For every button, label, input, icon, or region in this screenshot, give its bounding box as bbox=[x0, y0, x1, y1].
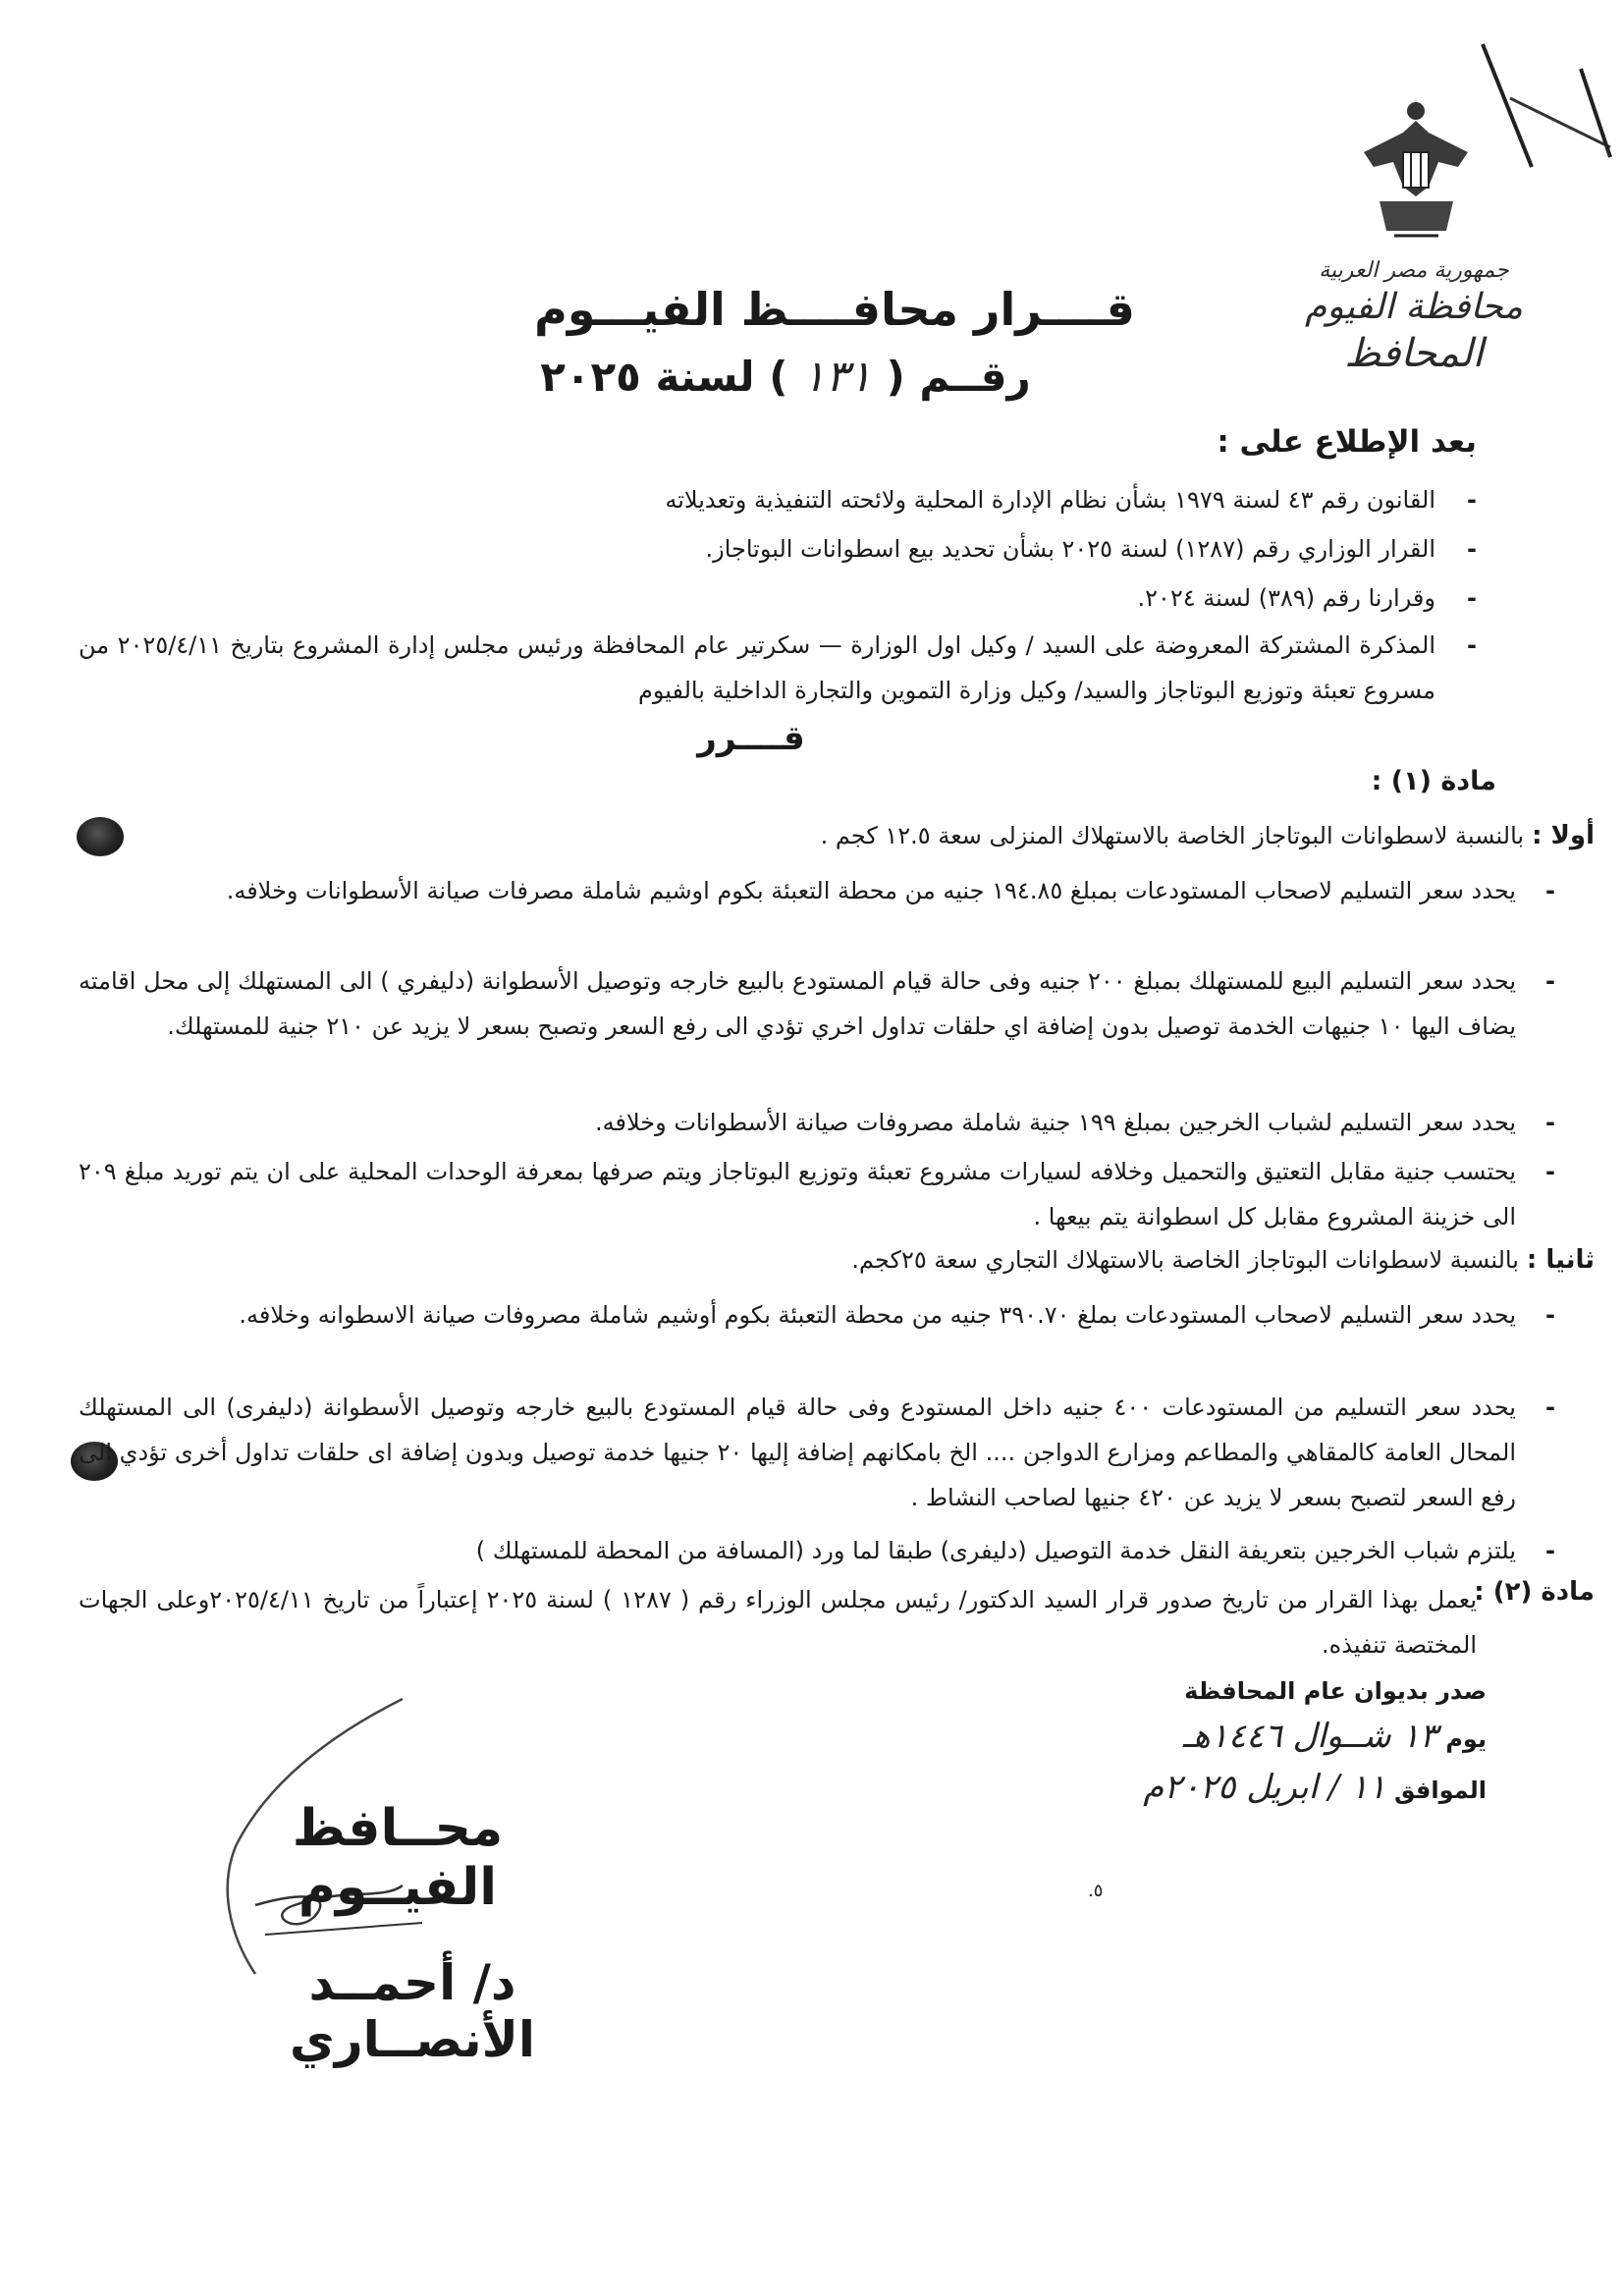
list-item: - المذكرة المشتركة المعروضة على السيد / وكيل اول الوزارة — سكرتير عام المحافظة ورئيس مجلس إدارة المشروع بتاريخ ٢٠٢٥/٤/١١ من مسروع تعبئة وتوزيع البوتاجاز والسيد/ وكيل وزارة التموين والتجارة الداخلية بالفيوم bbox=[79, 631, 1477, 704]
decision-year: ) لسنة ٢٠٢٥ bbox=[540, 353, 788, 401]
issued-day-label: يوم bbox=[1445, 1725, 1487, 1753]
article-2-heading: مادة (٢) : bbox=[1474, 1577, 1595, 1607]
decision-number-line bbox=[511, 352, 1060, 402]
issued-gregorian-date: ١١ / ابريل ٢٠٢٥م bbox=[1143, 1768, 1386, 1807]
issued-day-line bbox=[1183, 1717, 1487, 1756]
list-item: - يحدد سعر التسليم لاصحاب المستودعات بمبلغ ١٩٤.٨٥ جنيه من محطة التعبئة بكوم اوشيم شاملة مصرفات صيانة الأسطوانات وخلافه. bbox=[226, 877, 1555, 904]
article-1-heading: مادة (١) : bbox=[1371, 766, 1496, 796]
first-label: أولا : bbox=[1532, 821, 1595, 850]
issued-at: صدر بديوان عام المحافظة bbox=[1184, 1677, 1487, 1705]
list-item: - القرار الوزاري رقم (١٢٨٧) لسنة ٢٠٢٥ بشأن تحديد بيع اسطوانات البوتاجاز. bbox=[705, 535, 1477, 563]
article-2-text: يعمل بهذا القرار من تاريخ صدور قرار السيد الدكتور/ رئيس مجلس الوزراء رقم ( ١٢٨٧ ) لسنة ٢٠٢٥ إعتباراً من تاريخ ٢٠٢٥/٤/١١وعلى الجهات المختصة تنفيذه. bbox=[79, 1586, 1478, 1659]
first-section-text: بالنسبة لاسطوانات البوتاجاز الخاصة بالاستهلاك المنزلى سعة ١٢.٥ كجم . bbox=[820, 822, 1525, 849]
second-section-text: بالنسبة لاسطوانات البوتاجاز الخاصة بالاستهلاك التجاري سعة ٢٥كجم. bbox=[851, 1246, 1519, 1274]
issued-equiv-label: الموافق bbox=[1394, 1777, 1487, 1804]
list-item: - يحدد سعر التسليم البيع للمستهلك بمبلغ ٢٠٠ جنيه وفى حالة قيام المستودع بالبيع خارجه وتوصيل الأسطوانة (دليفري ) الى المستهلك إلى محل اقامته يضاف اليها ١٠ جنيهات الخدمة توصيل بدون إضافة اي حلقات تداول اخري تؤدي الى رفع السعر وتصبح بسعر لا يزيد عن ٢١٠ جنية للمستهلك. bbox=[79, 967, 1555, 1040]
punch-hole bbox=[77, 817, 124, 856]
decision-title: قــــرار محافــــظ الفيـــوم bbox=[534, 283, 1135, 336]
signatory-name: د/ أحمــد الأنصــاري bbox=[290, 1954, 535, 2068]
review-list bbox=[79, 475, 1477, 713]
decision-number-handwritten: ١٣١ bbox=[802, 352, 872, 402]
after-review-heading: بعد الإطلاع على : bbox=[1217, 424, 1477, 460]
article-1-first-section bbox=[821, 821, 1595, 850]
list-item: - يحدد سعر التسليم لشباب الخرجين بمبلغ ١٩٩ جنية شاملة مصروفات صيانة الأسطوانات وخلافه. bbox=[594, 1109, 1555, 1136]
article-1-second-section bbox=[851, 1245, 1595, 1275]
decision-number-prefix: رقــم ( bbox=[886, 353, 1031, 401]
decision-word: قــــرر bbox=[697, 719, 805, 758]
letterhead-governor: المحافظ bbox=[1344, 330, 1484, 376]
page-mark: ٥. bbox=[1088, 1881, 1104, 1901]
list-item: - يحتسب جنية مقابل التعتيق والتحميل وخلافه لسيارات مشروع تعبئة وتوزيع البوتاجاز ويتم صرفها بمعرفة الوحدات المحلية على ان يتم توريد مبلغ ٢٠٩ الى خزينة المشروع مقابل كل اسطوانة يتم بيعها . bbox=[79, 1158, 1555, 1230]
handwritten-letterhead bbox=[1296, 257, 1532, 378]
signatory-title: محــافظ الفيــوم bbox=[292, 1799, 504, 1917]
letterhead-governorate: محافظة الفيوم bbox=[1305, 286, 1523, 327]
second-label: ثانيا : bbox=[1526, 1245, 1595, 1275]
issued-equiv-line bbox=[1143, 1768, 1487, 1807]
page-corner-mark-icon bbox=[1463, 39, 1620, 177]
list-item: - القانون رقم ٤٣ لسنة ١٩٧٩ بشأن نظام الإدارة المحلية ولائحته التنفيذية وتعديلاته bbox=[665, 486, 1477, 514]
list-item: - يلتزم شباب الخرجين بتعريفة النقل خدمة التوصيل (دليفرى) طبقا لما ورد (المسافة من المحطة للمستهلك ) bbox=[475, 1537, 1555, 1564]
eagle-emblem-icon bbox=[1360, 93, 1473, 250]
list-item: - يحدد سعر التسليم لاصحاب المستودعات بملغ ٣٩٠.٧٠ جنيه من محطة التعبئة بكوم أوشيم شاملة مصروفات صيانة الاسطوانه وخلافه. bbox=[239, 1301, 1555, 1329]
issued-hijri-date: ١٣ شــوال ١٤٤٦هـ bbox=[1182, 1717, 1437, 1756]
list-item: - وقرارنا رقم (٣٨٩) لسنة ٢٠٢٤. bbox=[1137, 584, 1477, 612]
list-item: - يحدد سعر التسليم من المستودعات ٤٠٠ جنيه داخل المستودع وفى حالة قيام المستودع بالبيع خارجه وتوصيل الأسطوانة (دليفرى) الى المستهلك المحال العامة كالمقاهي والمطاعم ومزارع الدواجن .... الخ بامكانهم إضافة إليها ٢٠ جنيها خدمة توصيل وبدون إضافة اى حلقات تداول أخرى تؤدي الى رفع السعر لتصبح بسعر لا يزيد عن ٤٢٠ جنيها لصاحب النشاط . bbox=[79, 1394, 1555, 1511]
letterhead-country: جمهورية مصر العربية bbox=[1319, 258, 1509, 283]
